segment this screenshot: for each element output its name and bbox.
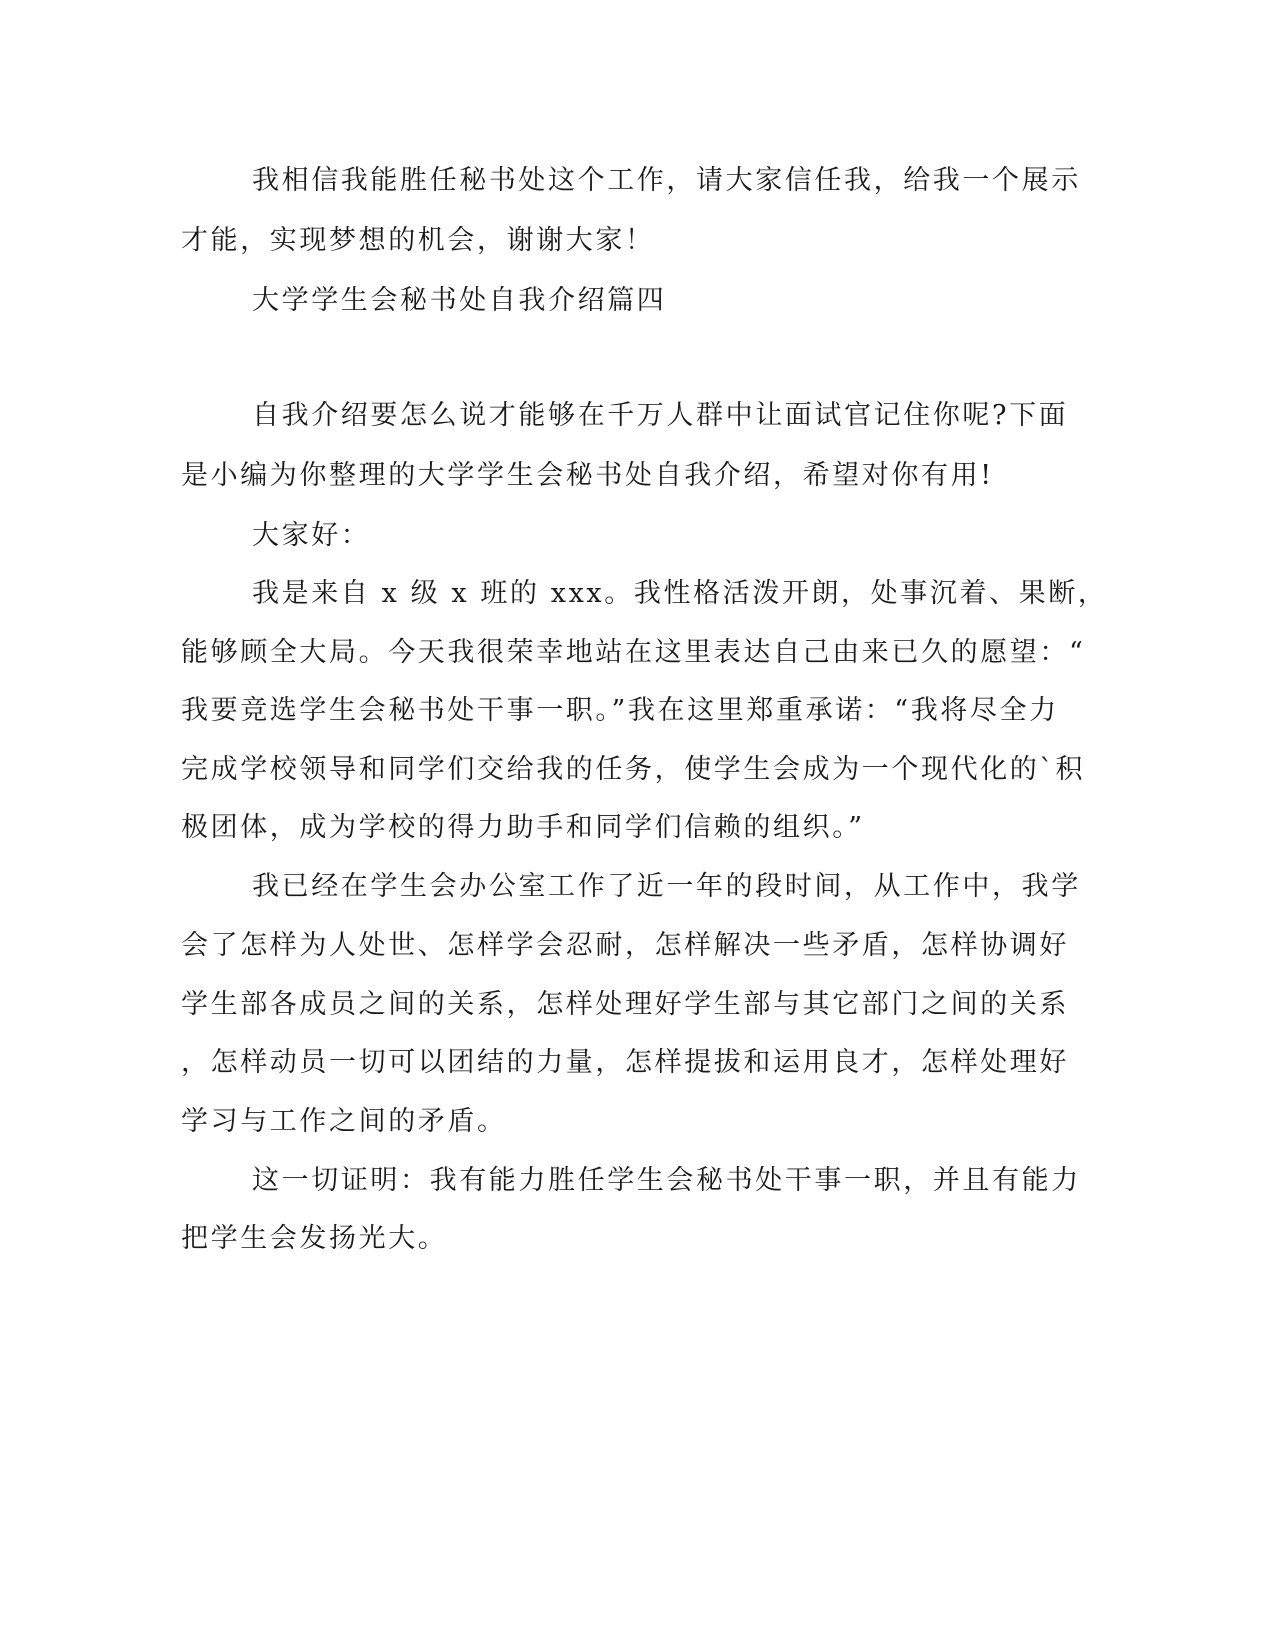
- paragraph-line: 会了怎样为人处世、怎样学会忍耐，怎样解决一些矛盾，怎样协调好: [181, 930, 1069, 961]
- paragraph-line: 自我介绍要怎么说才能够在千万人群中让面试官记住你呢?下面: [252, 400, 1069, 431]
- paragraph-line: 能够顾全大局。今天我很荣幸地站在这里表达自己由来已久的愿望：“: [181, 637, 1086, 668]
- paragraph-line: 极团体，成为学校的得力助手和同学们信赖的组织。”: [181, 812, 865, 843]
- section-heading: 大学学生会秘书处自我介绍篇四: [252, 285, 667, 316]
- paragraph-line: 完成学校领导和同学们交给我的任务，使学生会成为一个现代化的`积: [181, 754, 1086, 785]
- paragraph-line: 我是来自 x 级 x 班的 xxx。我性格活泼开朗，处事沉着、果断，: [252, 578, 1108, 609]
- paragraph-line: 我已经在学生会办公室工作了近一年的段时间，从工作中，我学: [252, 871, 1081, 902]
- paragraph-line: ，怎样动员一切可以团结的力量，怎样提拔和运用良才，怎样处理好: [181, 1047, 1069, 1078]
- paragraph-line: 我要竞选学生会秘书处干事一职。”我在这里郑重承诺：“我将尽全力: [181, 695, 1059, 726]
- paragraph-line: 学生部各成员之间的关系，怎样处理好学生部与其它部门之间的关系: [181, 989, 1069, 1020]
- paragraph-line: 这一切证明：我有能力胜任学生会秘书处干事一职，并且有能力: [252, 1165, 1081, 1196]
- greeting-line: 大家好：: [252, 520, 371, 551]
- paragraph-line: 是小编为你整理的大学学生会秘书处自我介绍，希望对你有用!: [181, 460, 994, 491]
- paragraph-line: 把学生会发扬光大。: [181, 1223, 448, 1254]
- paragraph-line: 才能，实现梦想的机会，谢谢大家！: [181, 225, 655, 256]
- paragraph-line: 我相信我能胜任秘书处这个工作，请大家信任我，给我一个展示: [252, 165, 1081, 196]
- paragraph-line: 学习与工作之间的矛盾。: [181, 1106, 507, 1137]
